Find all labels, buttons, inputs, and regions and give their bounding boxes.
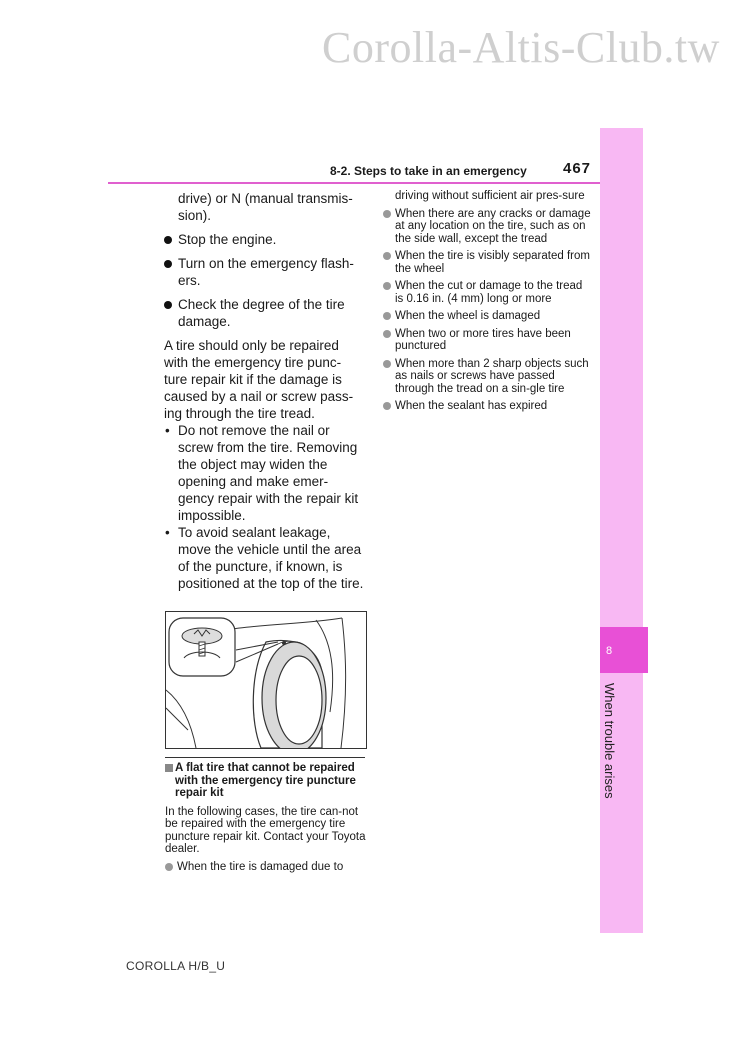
right-column (383, 190, 593, 418)
gray-bullet-icon (383, 312, 391, 320)
gray-bullet-icon (383, 252, 391, 260)
chapter-number: 8 (606, 645, 613, 657)
tire-puncture-illustration (165, 611, 367, 749)
header-divider (108, 182, 600, 184)
gray-bullet-icon (383, 210, 391, 218)
list-item-text: When the cut or damage to the tread is 0.16 in. (4 mm) long or more (395, 280, 583, 305)
sub-bullet-marker: • (165, 423, 170, 438)
list-item-text: When the tire is damaged due to (177, 860, 344, 873)
gray-bullet-icon (383, 282, 391, 290)
section-heading (165, 762, 367, 800)
list-item (383, 208, 593, 246)
gray-bullet-icon (383, 360, 391, 368)
list-item (383, 358, 593, 396)
chapter-side-tab (600, 128, 643, 933)
section-heading-text: A flat tire that cannot be repaired with the emergency tire puncture repair kit (175, 762, 356, 799)
left-column (164, 190, 364, 592)
sub-bullet-marker: • (165, 525, 170, 540)
sub-list-text: To avoid sealant leakage, move the vehicle until the area of the puncture, if known, is positioned at the top of the tire. (178, 525, 364, 591)
list-item-text: When more than 2 sharp objects such as nails or screws have passed through the tread on a sin-gle tire (395, 357, 589, 395)
bullet-dot-icon (164, 236, 172, 244)
list-item-text: When there are any cracks or damage at any location on the tire, such as on the side wall, except the tread (395, 207, 591, 245)
bullet-dot-icon (164, 260, 172, 268)
list-item (383, 400, 593, 413)
section-header-title: 8-2. Steps to take in an emergency (330, 164, 527, 178)
footer-model-code: COROLLA H/B_U (126, 959, 226, 973)
sub-list-item (164, 422, 364, 524)
continued-text: drive) or N (manual transmis-sion). (178, 191, 353, 223)
continued-text: driving without sufficient air pres-sure (395, 190, 585, 202)
list-item-text: Turn on the emergency flash-ers. (178, 256, 354, 288)
list-item (383, 280, 593, 305)
list-item (164, 231, 364, 248)
sub-list-item (164, 524, 364, 592)
gray-bullet-icon (165, 863, 173, 871)
tire-with-screw-icon (166, 612, 366, 748)
flat-tire-section (165, 762, 367, 878)
list-item-text: When the wheel is damaged (395, 310, 541, 322)
list-item (165, 861, 367, 874)
bullet-dot-icon (164, 301, 172, 309)
list-item-text: Stop the engine. (178, 232, 277, 247)
sub-list-text: Do not remove the nail or screw from the tire. Removing the object may widen the opening and make emer-gency repair with the repair kit impossible. (178, 423, 359, 523)
list-item (383, 250, 593, 275)
page-number: 467 (563, 160, 592, 177)
section-body: In the following cases, the tire can-not be repaired with the emergency tire puncture repair kit. Contact your Toyota dealer. (165, 805, 366, 855)
chapter-title: When trouble arises (602, 683, 617, 799)
list-item (383, 328, 593, 353)
list-item (164, 296, 364, 330)
gray-bullet-icon (383, 330, 391, 338)
gray-bullet-icon (383, 402, 391, 410)
watermark: Corolla-Altis-Club.tw (322, 23, 720, 72)
list-item (383, 310, 593, 323)
repair-paragraph: A tire should only be repaired with the emergency tire punc-ture repair kit if the damage is caused by a nail or screw pass-ing through the tire tread. (164, 338, 354, 421)
list-item-text: When the sealant has expired (395, 400, 548, 412)
list-item-text: When the tire is visibly separated from the wheel (395, 250, 590, 275)
list-item-text: When two or more tires have been punctured (395, 327, 571, 352)
square-bullet-icon (165, 764, 173, 772)
list-item-text: Check the degree of the tire damage. (178, 297, 345, 329)
list-item (164, 255, 364, 289)
section-divider (165, 757, 365, 758)
